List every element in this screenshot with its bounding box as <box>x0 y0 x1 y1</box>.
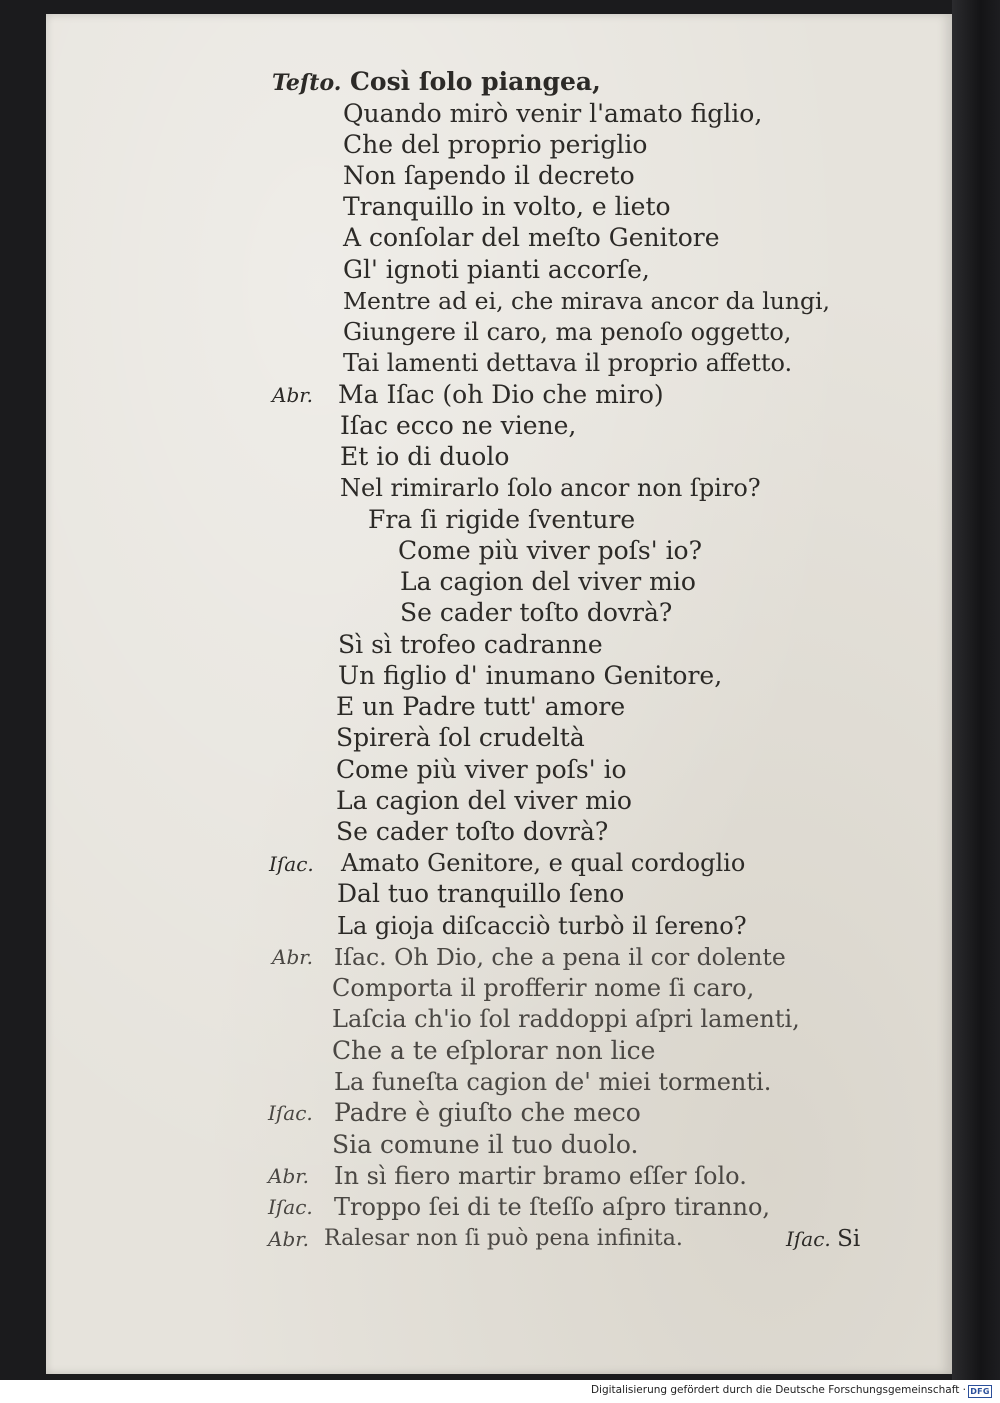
catchword-speaker: Iſac. <box>786 1227 831 1251</box>
verse-line: E un Padre tutt' amore <box>336 692 626 721</box>
verse-line: Non ſapendo il decreto <box>343 161 635 190</box>
verse-line: Quando mirò venir l'amato figlio, <box>343 99 763 128</box>
verse-line: Nel rimirarlo ſolo ancor non ſpiro? <box>340 474 761 502</box>
verse-line: Troppo ſei di te ſteſſo aſpro tiranno, <box>334 1193 771 1221</box>
catchword-word: Si <box>837 1226 861 1252</box>
verse-line: Gl' ignoti pianti accorſe, <box>343 255 650 284</box>
verse-line: Mentre ad ei, che mirava ancor da lungi, <box>343 287 831 315</box>
verse-line: Sì sì trofeo cadranne <box>338 630 603 659</box>
verse-line: La cagion del viver mio <box>336 786 632 815</box>
speaker-label: Abr. <box>268 1227 309 1251</box>
verse-line: Ma Iſac (oh Dio che miro) <box>338 380 664 409</box>
verse-line: Spirerà ſol crudeltà <box>336 723 585 752</box>
verse-line: Se cader toſto dovrà? <box>336 817 609 846</box>
verse-line: La cagion del viver mio <box>400 567 696 596</box>
verse-line: Così ſolo piangea, <box>350 67 601 96</box>
book-page <box>46 14 952 1374</box>
funding-credit: Digitalisierung gefördert durch die Deutsche Forschungsgemeinschaft · <box>590 1384 966 1396</box>
verse-line: Che a te eſplorar non lice <box>332 1036 656 1065</box>
verse-line: Come più viver poſs' io <box>336 755 627 784</box>
verse-line: Padre è giuſto che meco <box>334 1098 641 1127</box>
catchword <box>786 1224 860 1254</box>
verse-line: La funeſta cagion de' miei tormenti. <box>334 1068 772 1096</box>
speaker-label: Iſac. <box>268 1101 313 1125</box>
verse-line: Un figlio d' inumano Genitore, <box>338 661 723 690</box>
verse-line: Giungere il caro, ma penoſo oggetto, <box>343 318 792 346</box>
verse-line: Tranquillo in volto, e lieto <box>343 192 671 221</box>
verse-line: Iſac. Oh Dio, che a pena il cor dolente <box>334 943 786 971</box>
verse-line: Comporta il profferir nome ſi caro, <box>332 974 755 1002</box>
speaker-label: Abr. <box>268 1164 309 1188</box>
speaker-label: Iſac. <box>269 852 314 876</box>
verse-line: Ralesar non ſi può pena infinita. <box>324 1226 683 1251</box>
verse-line: A conſolar del meſto Genitore <box>343 223 720 252</box>
verse-line: Iſac ecco ne viene, <box>340 411 577 440</box>
verse-line: Sia comune il tuo duolo. <box>332 1130 639 1159</box>
verse-line: Dal tuo tranquillo ſeno <box>337 879 625 908</box>
verse-line: Et io di duolo <box>340 442 510 471</box>
verse-line: Laſcia ch'io ſol raddoppi aſpri lamenti, <box>332 1005 800 1033</box>
verse-line: Che del proprio periglio <box>343 130 648 159</box>
speaker-label: Iſac. <box>268 1195 313 1219</box>
book-edge <box>952 0 1000 1380</box>
verse-line: La gioja diſcacciò turbò il ſereno? <box>337 912 747 940</box>
verse-line: Amato Genitore, e qual cordoglio <box>341 849 746 877</box>
speaker-label: Abr. <box>272 383 313 407</box>
verse-line: Se cader toſto dovrà? <box>400 598 673 627</box>
speaker-label: Teſto. <box>272 70 342 96</box>
verse-line: In sì fiero martir bramo eſſer ſolo. <box>334 1162 747 1190</box>
verse-line: Tai lamenti dettava il proprio affetto. <box>343 349 793 377</box>
verse-line: Come più viver poſs' io? <box>398 536 703 565</box>
verse-line: Fra ſi rigide ſventure <box>368 505 636 534</box>
dfg-logo: DFG <box>968 1385 992 1398</box>
speaker-label: Abr. <box>272 945 313 969</box>
